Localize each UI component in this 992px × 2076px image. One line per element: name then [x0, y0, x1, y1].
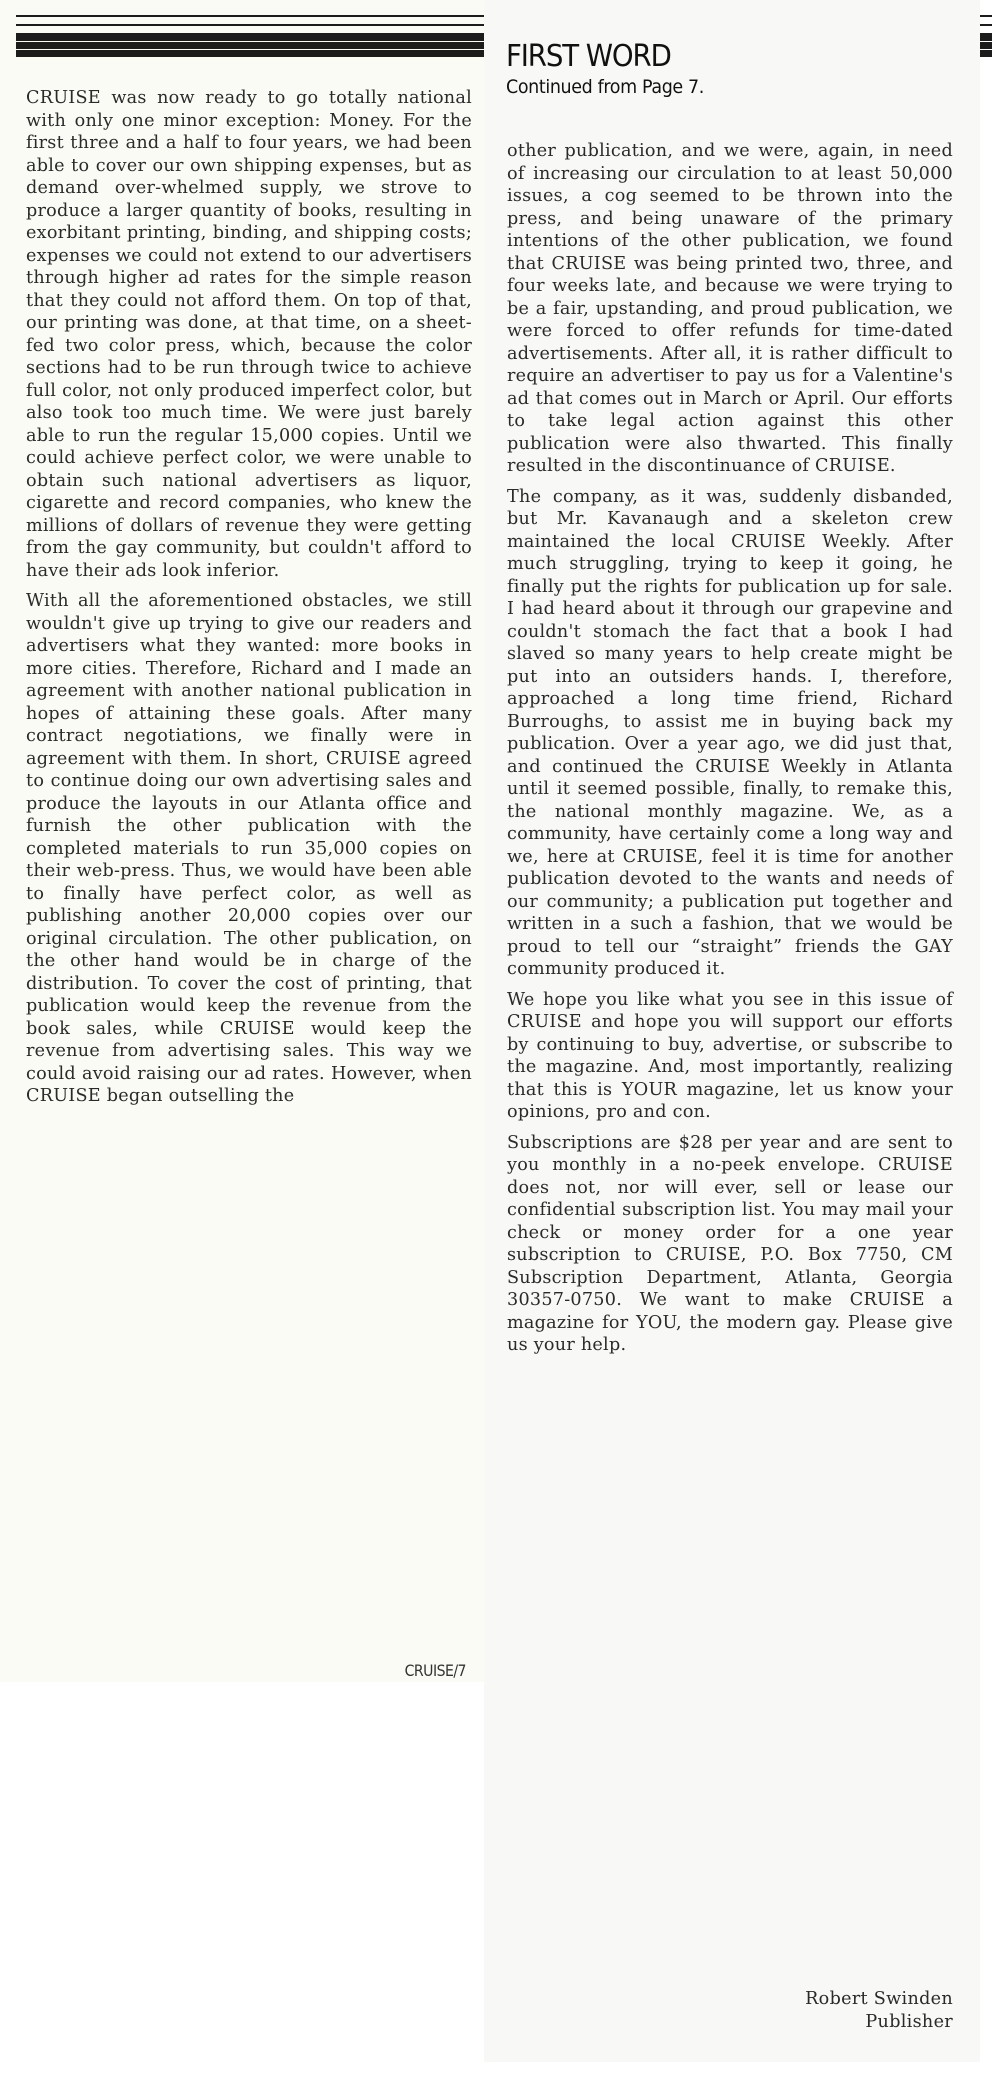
stripe	[980, 50, 992, 57]
stripe	[16, 42, 484, 49]
article-heading: FIRST WORD	[506, 39, 671, 74]
signature-name: Robert Swinden	[805, 1989, 953, 2009]
body-paragraph: The company, as it was, suddenly disbanded, but Mr. Kavanaugh and a skeleton crew maintained the local CRUISE Weekly. After much struggling, trying to keep it going, he finally put the rights for publication up for sale. I had heard about it through our grapevine and couldn't stomach the fact that a book I had slaved so many years to help create might be put into an outsiders hands. I, therefore, approached a long time friend, Richard Burroughs, to assist me in buying back my publication. Over a year ago, we did just that, and continued the CRUISE Weekly in Atlanta until it seemed possible, finally, to remake this, the national monthly magazine. We, as a community, have certainly come a long way and we, here at CRUISE, feel it is time for another publication devoted to the wants and needs of our community; a publication put together and written in a such a fashion, that we would be proud to tell our “straight” friends the GAY community produced it.	[507, 486, 953, 979]
body-paragraph: Subscriptions are $28 per year and are sent to you monthly in a no-peek envelope. CRUISE does not, nor will ever, sell or lease our confidential subscription list. You may mail your check or money order for a one year subscription to CRUISE, P.O. Box 7750, CM Subscription Department, Atlanta, Georgia 30357-0750. We want to make CRUISE a magazine for YOU, the modern gay. Please give us your help.	[507, 1132, 953, 1355]
stripe	[980, 24, 992, 26]
left-column-text	[26, 87, 472, 1116]
signature-block	[700, 1988, 953, 2033]
right-column-text	[507, 140, 953, 1365]
stripe	[980, 42, 992, 49]
signature-title: Publisher	[865, 2011, 953, 2032]
stripe	[980, 33, 992, 41]
page-footer: CRUISE/7	[404, 1661, 466, 1680]
stripe	[16, 15, 484, 17]
stripe	[16, 50, 484, 57]
article-subheading: Continued from Page 7.	[506, 76, 704, 98]
stripe	[16, 33, 484, 41]
body-paragraph: We hope you like what you see in this issue of CRUISE and hope you will support our efforts by continuing to buy, advertise, or subscribe to the magazine. And, most importantly, realizing that this is YOUR magazine, let us know your opinions, pro and con.	[507, 989, 953, 1122]
stripe	[980, 15, 992, 17]
body-paragraph: With all the aforementioned obstacles, we still wouldn't give up trying to give our readers and advertisers what they wanted: more books in more cities. Therefore, Richard and I made an agreement with another national publication in hopes of attaining these goals. After many contract negotiations, we finally were in agreement with them. In short, CRUISE agreed to continue doing our own advertising sales and produce the layouts in our Atlanta office and furnish the other publication with the completed materials to run 35,000 copies on their web-press. Thus, we would have been able to finally have perfect color, as well as publishing another 20,000 copies over our original circulation. The other publication, on the other hand would be in charge of the distribution. To cover the cost of printing, that publication would keep the revenue from the book sales, while CRUISE would keep the revenue from advertising sales. This way we could avoid raising our ad rates. However, when CRUISE began outselling the	[26, 591, 472, 1106]
decorative-stripes-right	[980, 0, 992, 60]
decorative-stripes-left	[16, 0, 484, 60]
body-paragraph: CRUISE was now ready to go totally national with only one minor exception: Money. For the first three and a half to four years, we had been able to cover our own shipping expenses, but as demand over-whelmed supply, we strove to produce a larger quantity of books, resulting in exorbitant printing, binding, and shipping costs; expenses we could not extend to our advertisers through higher ad rates for the simple reason that they could not afford them. On top of that, our printing was done, at that time, on a sheet-fed two color press, which, because the color sections had to be run through twice to achieve full color, not only produced imperfect color, but also took too much time. We were just barely able to run the regular 15,000 copies. Until we could achieve perfect color, we were unable to obtain such national advertisers as liquor, cigarette and record companies, who knew the millions of dollars of revenue they were getting from the gay community, but couldn't afford to have their ads look inferior.	[26, 88, 472, 581]
stripe	[16, 24, 484, 26]
body-paragraph: other publication, and we were, again, in need of increasing our circulation to at least 50,000 issues, a cog seemed to be thrown into the press, and being unaware of the primary intentions of the other publication, we found that CRUISE was being printed two, three, and four weeks late, and because we were trying to be a fair, upstanding, and proud publication, we were forced to offer refunds for time-dated advertisements. After all, it is rather difficult to require an advertiser to pay us for a Valentine's ad that comes out in March or April. Our efforts to take legal action against this other publication were also thwarted. This finally resulted in the discontinuance of CRUISE.	[507, 141, 953, 476]
